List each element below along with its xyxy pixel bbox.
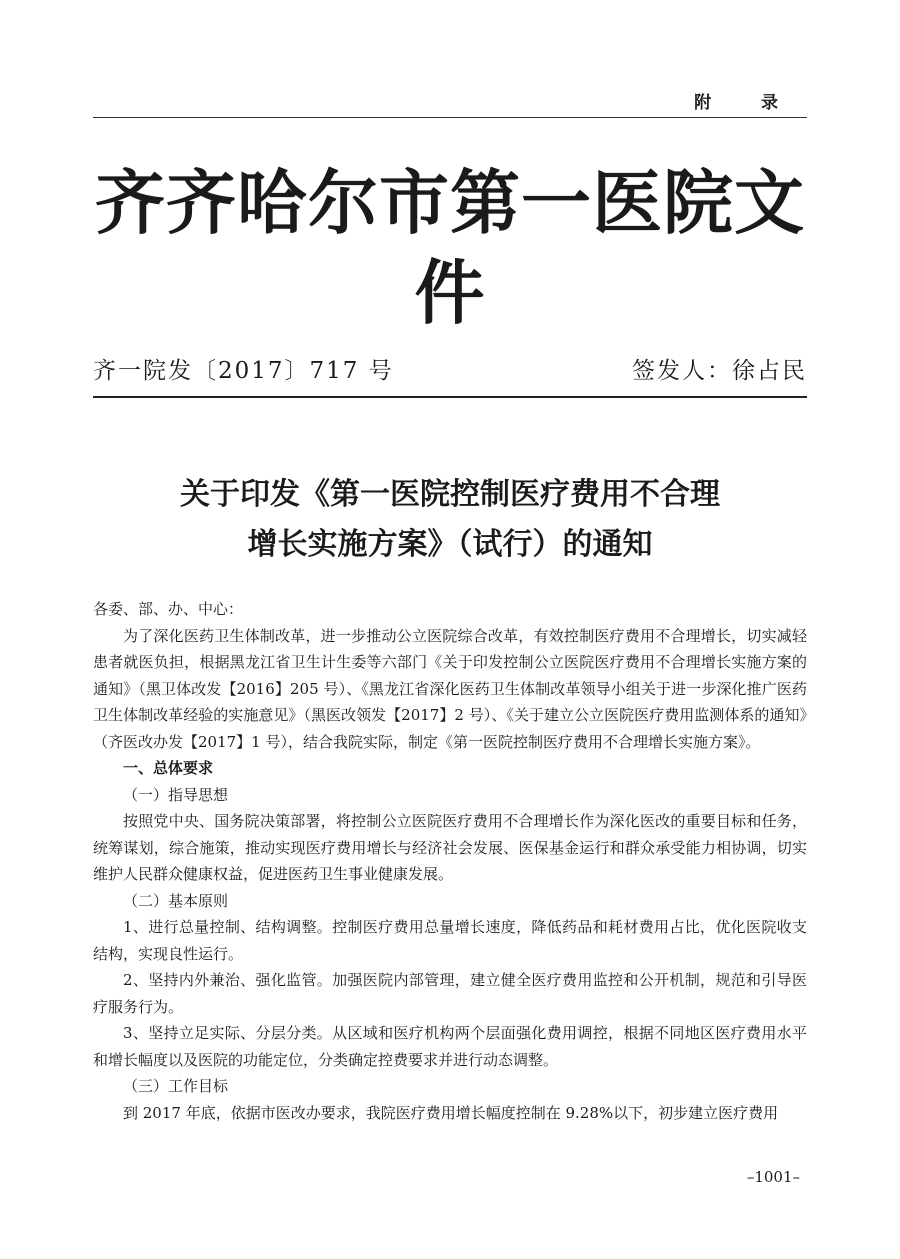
intro-paragraph: 为了深化医药卫生体制改革，进一步推动公立医院综合改革，有效控制医疗费用不合理增长，切实减轻患者就医负担，根据黑龙江省卫生计生委等六部门《关于印发控制公立医院医疗费用不合理增长实施方案的通知》（黑卫体改发【2016】205 号）、《黑龙江省深化医药卫生体制改革领导小组关于进一步深化推广医药卫生体制改革经验的实施意见》（黑医改领发【2017】2 号）、《关于建立公立医院医疗费用监测体系的通知》（齐医改办发【2017】1 号），结合我院实际，制定《第一医院控制医疗费用不合理增长实施方案》。 (93, 626, 807, 751)
notice-title-line-1: 关于印发《第一医院控制医疗费用不合理 (180, 477, 720, 512)
document-title: 齐齐哈尔市第一医院文件 (95, 161, 805, 334)
meta-rule (93, 396, 807, 398)
section-heading-general-requirements: 一、总体要求 (123, 759, 214, 777)
subheading-work-goals: （三）工作目标 (123, 1077, 229, 1095)
appendix-header-label: 附 录 (694, 93, 800, 113)
subheading-guiding-ideology: （一）指导思想 (123, 785, 229, 804)
principle-1-paragraph: 1、进行总量控制、结构调整。控制医疗费用总量增长速度，降低药品和耗材费用占比，优化医院收支结构，实现良性运行。 (93, 918, 807, 963)
notice-body (93, 596, 807, 1126)
document-number: 齐一院发〔2017〕717 号 (93, 358, 394, 384)
subheading-basic-principles: （二）基本原则 (123, 891, 229, 910)
principle-2-paragraph: 2、坚持内外兼治、强化监管。加强医院内部管理，建立健全医疗费用监控和公开机制，规范和引导医疗服务行为。 (93, 971, 807, 1016)
notice-title (93, 470, 807, 570)
notice-title-line-2: 增长实施方案》（试行）的通知 (247, 527, 653, 562)
page-number: –1001– (746, 1168, 800, 1186)
principle-3-paragraph: 3、坚持立足实际、分层分类。从区域和医疗机构两个层面强化费用调控，根据不同地区医疗费用水平和增长幅度以及医院的功能定位，分类确定控费要求并进行动态调整。 (93, 1024, 807, 1069)
salutation: 各委、部、办、中心： (93, 600, 244, 618)
document-issuer: 签发人：徐占民 (632, 358, 807, 384)
document-meta-row (93, 352, 807, 385)
work-goals-paragraph: 到 2017 年底，依据市医改办要求，我院医疗费用增长幅度控制在 9.28%以下，初步建立医疗费用 (123, 1103, 779, 1122)
header-rule (93, 117, 807, 118)
guiding-ideology-paragraph: 按照党中央、国务院决策部署，将控制公立医院医疗费用不合理增长作为深化医改的重要目标和任务，统筹谋划，综合施策，推动实现医疗费用增长与经济社会发展、医保基金运行和群众承受能力相协调，切实维护人民群众健康权益，促进医药卫生事业健康发展。 (93, 812, 807, 883)
